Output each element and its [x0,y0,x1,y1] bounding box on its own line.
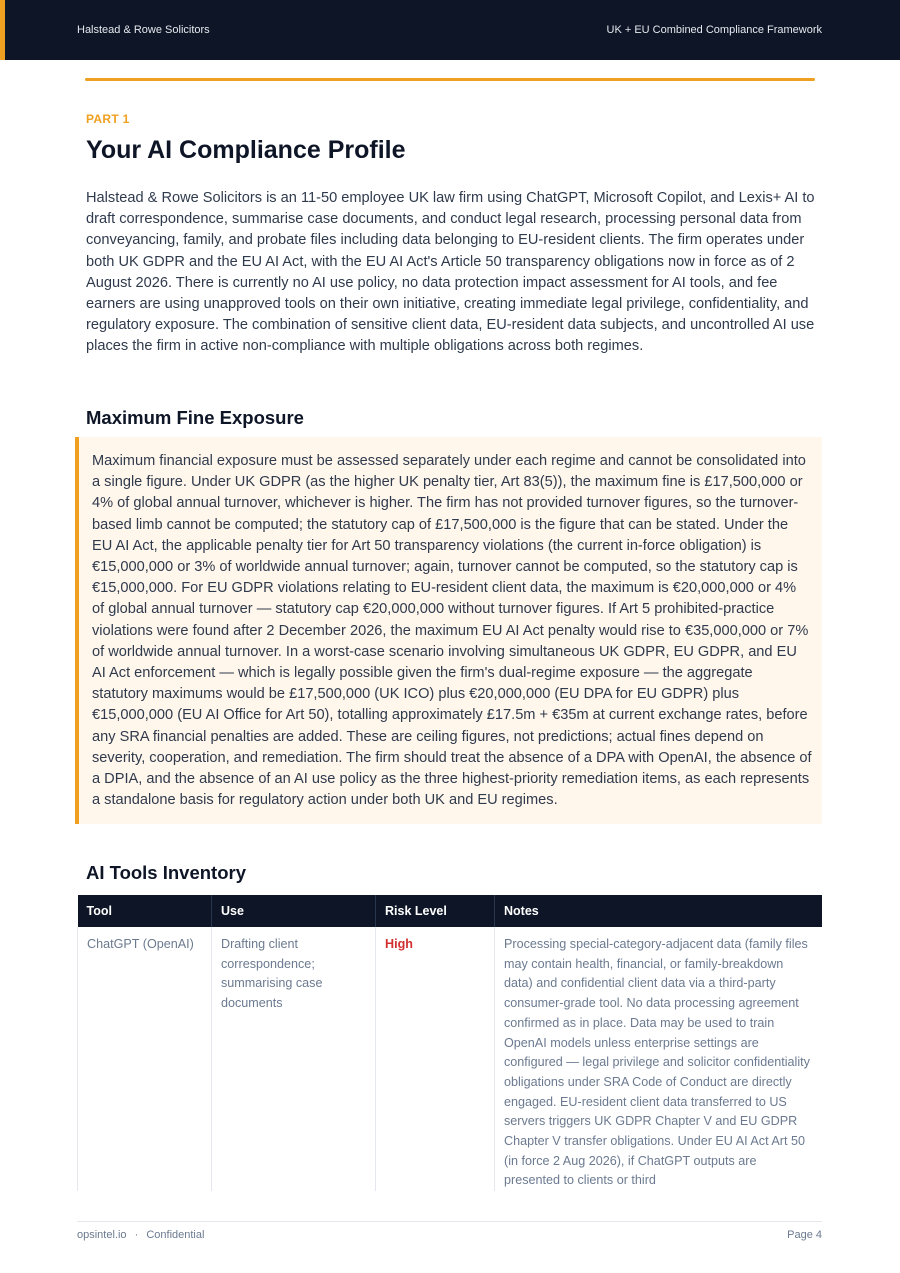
table-header-row [78,895,823,927]
page-header-bar [0,0,900,60]
column-header-notes: Notes [495,895,823,927]
part-label: PART 1 [86,112,130,126]
footer-source [77,1229,204,1241]
column-header-risk-level: Risk Level [376,895,495,927]
accent-divider [85,78,815,81]
fine-exposure-callout [75,437,822,824]
table-row [78,927,823,1191]
cell-notes: Processing special-category-adjacent data (family files may contain health, financial, or family-breakdown data) and confidential client data via a third-party consumer-grade tool. No data processing agreement confirmed as in place. Data may be used to train OpenAI models unless enterprise settings are configured — legal privilege and solicitor confidentiality obligations under SRA Code of Conduct are directly engaged. EU-resident client data transferred to US servers triggers UK GDPR Chapter V and EU GDPR Chapter V transfer obligations. Under EU AI Act Art 50 (in force 2 Aug 2026), if ChatGPT outputs are presented to clients or third [495,927,823,1191]
tools-table-container [77,895,822,1195]
column-header-use: Use [212,895,376,927]
column-header-tool: Tool [78,895,212,927]
footer-separator: · [134,1229,139,1241]
cell-tool: ChatGPT (OpenAI) [78,927,212,1191]
cell-risk-level: High [376,927,495,1191]
footer-confidential: Confidential [146,1229,205,1241]
page-title: Your AI Compliance Profile [86,136,406,164]
intro-paragraph: Halstead & Rowe Solicitors is an 11-50 employee UK law firm using ChatGPT, Microsoft Copilot, and Lexis+ AI to draft correspondence, summarise case documents, and conduct legal research, processing personal data from conveyancing, family, and probate files including data belonging to EU-resident clients. The firm operates under both UK GDPR and the EU AI Act, with the EU AI Act's Article 50 transparency obligations now in force as of 2 August 2026. There is currently no AI use policy, no data protection impact assessment for AI tools, and fee earners are using unapproved tools on their own initiative, creating immediate legal privilege, confidentiality, and regulatory exposure. The combination of sensitive client data, EU-resident data subjects, and uncontrolled AI use places the firm in active non-compliance with multiple obligations across both regimes. [86,190,815,355]
header-firm-name: Halstead & Rowe Solicitors [77,24,210,36]
header-framework-name: UK + EU Combined Compliance Framework [606,24,822,36]
tools-inventory-heading: AI Tools Inventory [86,862,247,883]
tools-table [77,895,822,1191]
page-number: Page 4 [787,1229,822,1241]
cell-use: Drafting client correspondence; summarising case documents [212,927,376,1191]
fine-exposure-heading: Maximum Fine Exposure [86,407,304,428]
footer-divider [77,1221,822,1222]
fine-exposure-text: Maximum financial exposure must be assessed separately under each regime and cannot be consolidated into a single figure. Under UK GDPR (as the higher UK penalty tier, Art 83(5)), the maximum fine is £17,500,000 or 4% of global annual turnover, whichever is higher. The firm has not provided turnover figures, so the turnover-based limb cannot be computed; the statutory cap of £17,500,000 is the figure that can be stated. Under the EU AI Act, the applicable penalty tier for Art 50 transparency violations (the current in-force obligation) is €15,000,000 or 3% of worldwide annual turnover; again, turnover cannot be computed, so the statutory cap is €15,000,000. For EU GDPR violations relating to EU-resident client data, the maximum is €20,000,000 or 4% of global annual turnover — statutory cap €20,000,000 without turnover figures. If Art 5 prohibited-practice violations were found after 2 December 2026, the maximum EU AI Act penalty would rise to €35,000,000 or 7% of worldwide annual turnover. In a worst-case scenario involving simultaneous UK GDPR, EU GDPR, and EU AI Act enforcement — which is legally possible given the firm's dual-regime exposure — the aggregate statutory maximums would be £17,500,000 (UK ICO) plus €20,000,000 (EU DPA for EU GDPR) plus €15,000,000 (EU AI Office for Art 50), totalling approximately £17.5m + €35m at current exchange rates, before any SRA financial penalties are added. These are ceiling figures, not predictions; actual fines depend on severity, cooperation, and remediation. The firm should treat the absence of a DPA with OpenAI, the absence of a DPIA, and the absence of an AI use policy as the three highest-priority remediation items, as each represents a standalone basis for regulatory action under both UK and EU regimes. [92,453,812,809]
footer-site: opsintel.io [77,1229,127,1241]
